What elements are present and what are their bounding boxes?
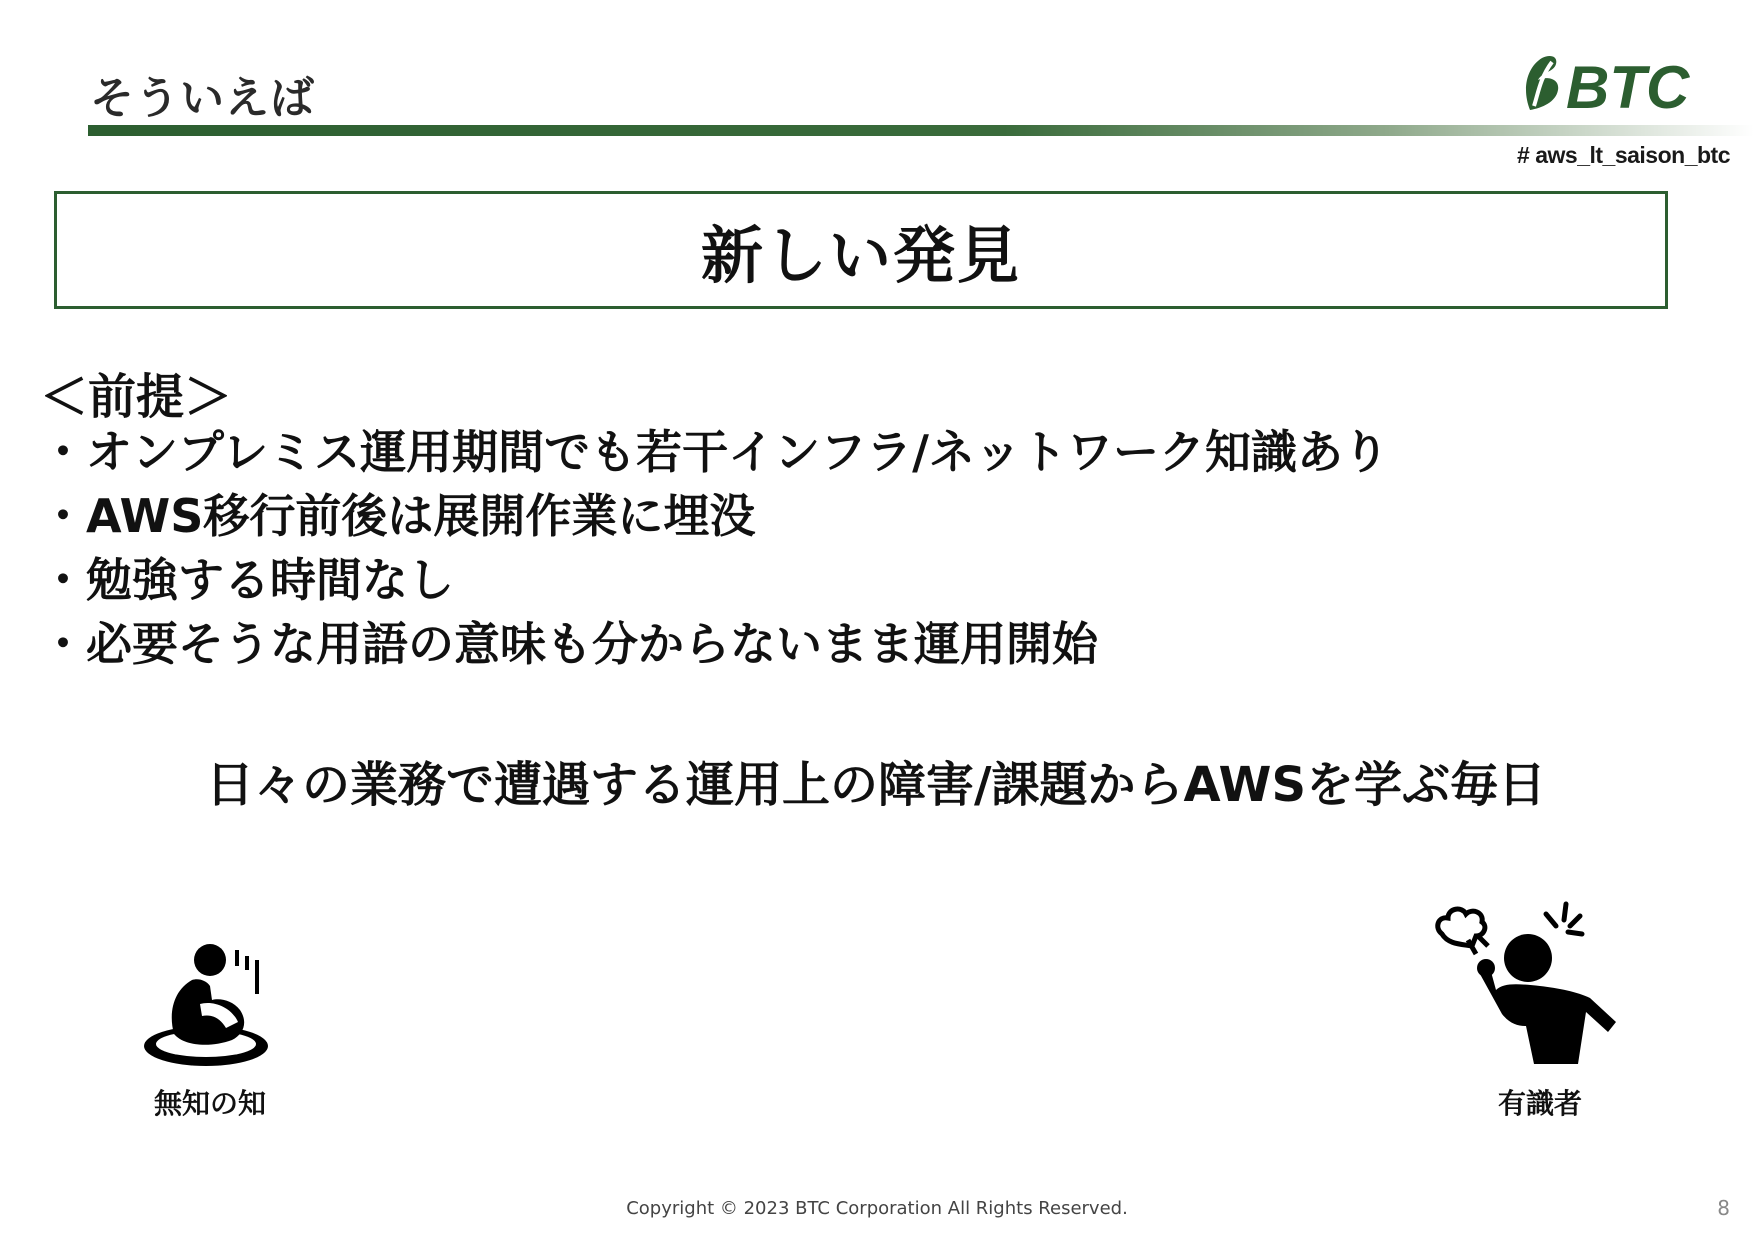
btc-logo bbox=[1512, 50, 1727, 118]
left-figure-label: 無知の知 bbox=[153, 1087, 266, 1120]
page-number: 8 bbox=[1717, 1196, 1730, 1220]
slide-title: 新しい発見 bbox=[700, 218, 1021, 292]
copyright: Copyright © 2023 BTC Corporation All Rights Reserved. bbox=[626, 1198, 1128, 1219]
premise-item: ・AWS移行前後は展開作業に埋没 bbox=[40, 489, 756, 543]
header-divider bbox=[88, 125, 1754, 136]
premise-item: ・必要そうな用語の意味も分からないまま運用開始 bbox=[40, 617, 1098, 671]
premise-item: ・オンプレミス運用期間でも若干インフラ/ネットワーク知識あり bbox=[40, 425, 1389, 479]
hashtag: # aws_lt_saison_btc bbox=[1517, 142, 1730, 168]
premise-list bbox=[40, 420, 1389, 676]
premise-item: ・勉強する時間なし bbox=[40, 553, 454, 607]
right-figure-label: 有識者 bbox=[1497, 1087, 1582, 1120]
section-title: そういえば bbox=[90, 73, 315, 124]
slide-title-box bbox=[54, 191, 1668, 309]
conclusion-text: 日々の業務で遭遇する運用上の障害/課題からAWSを学ぶ毎日 bbox=[205, 757, 1547, 813]
angry-person-icon bbox=[1430, 894, 1630, 1074]
premise-heading: ＜前提＞ bbox=[40, 369, 233, 425]
sitting-person-icon bbox=[140, 938, 280, 1068]
logo-text: BTC bbox=[1566, 54, 1690, 118]
